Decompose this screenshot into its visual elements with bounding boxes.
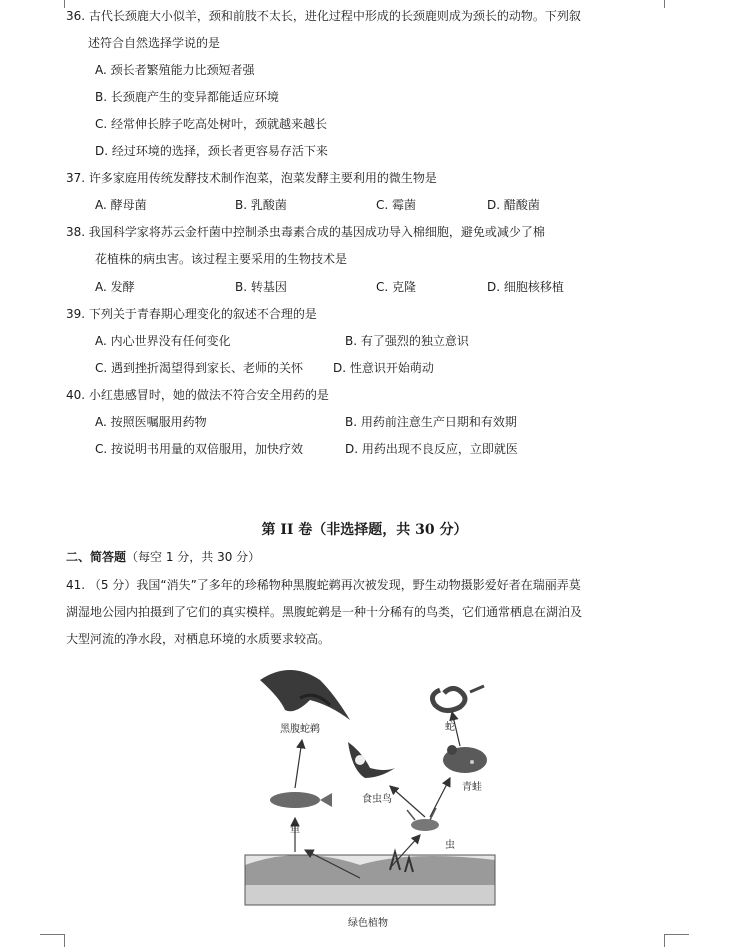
- crop-mark-bottom-left: [40, 934, 65, 947]
- frog-illustration: [443, 745, 487, 773]
- snake-illustration: [432, 686, 484, 711]
- section-title: 第 II 卷（非选择题，共 30 分）: [261, 522, 468, 538]
- label-insect: 虫: [445, 840, 455, 851]
- section-heading: [66, 549, 260, 565]
- fish-illustration: [270, 792, 332, 808]
- q41-line3: 大型河流的净水段，对栖息环境的水质要求较高。: [66, 632, 331, 646]
- q37-option-d: D. 醋酸菌: [487, 198, 540, 212]
- q41-line1: 41. （5 分）我国“消失”了多年的珍稀物种黑腹蛇鹈再次被发现，野生动物摄影爱好者在瑞丽弄莫: [66, 578, 581, 592]
- label-insectivore: 食虫鸟: [362, 794, 392, 805]
- q37-option-a: A. 酵母菌: [95, 198, 147, 212]
- crop-mark-top-left: [52, 0, 65, 8]
- q37-option-b: B. 乳酸菌: [235, 198, 287, 212]
- label-fish: 鱼: [290, 824, 300, 835]
- q36-option-b: B. 长颈鹿产生的变异都能适应环境: [95, 90, 279, 104]
- q36-option-a: A. 颈长者繁殖能力比颈短者强: [95, 63, 255, 77]
- food-web-figure: [240, 660, 510, 930]
- q39-stem: 39. 下列关于青春期心理变化的叙述不合理的是: [66, 307, 317, 321]
- q39-option-d: D. 性意识开始萌动: [333, 361, 434, 375]
- bird-illustration: [260, 670, 350, 720]
- crop-mark-top-right: [664, 0, 677, 8]
- q36-option-c: C. 经常伸长脖子吃高处树叶，颈就越来越长: [95, 117, 328, 131]
- q39-option-a: A. 内心世界没有任何变化: [95, 334, 231, 348]
- section-heading-label: 二、简答题: [66, 550, 127, 564]
- q38-stem-line2: 花植株的病虫害。该过程主要采用的生物技术是: [95, 252, 348, 266]
- q40-option-d: D. 用药出现不良反应，立即就医: [345, 442, 518, 456]
- q37-option-c: C. 霉菌: [376, 198, 417, 212]
- q38-option-c: C. 克隆: [376, 280, 417, 294]
- insect-illustration: [407, 808, 439, 831]
- section-heading-note: （每空 1 分，共 30 分）: [126, 550, 261, 564]
- q41-line2: 湖湿地公园内拍摄到了它们的真实模样。黑腹蛇鹈是一种十分稀有的鸟类，它们通常栖息在湖泊及: [66, 605, 583, 619]
- crop-mark-bottom-right: [664, 934, 689, 947]
- q36-option-d: D. 经过环境的选择，颈长者更容易存活下来: [95, 144, 328, 158]
- q37-stem: 37. 许多家庭用传统发酵技术制作泡菜，泡菜发酵主要利用的微生物是: [66, 171, 437, 185]
- q40-stem: 40. 小红患感冒时，她的做法不符合安全用药的是: [66, 388, 329, 402]
- q40-option-a: A. 按照医嘱服用药物: [95, 415, 207, 429]
- q38-stem-line1: 38. 我国科学家将苏云金杆菌中控制杀虫毒素合成的基因成功导入棉细胞，避免或减少了棉: [66, 225, 545, 239]
- q39-option-b: B. 有了强烈的独立意识: [345, 334, 469, 348]
- q36-stem-line1: 36. 古代长颈鹿大小似羊，颈和前肢不太长，进化过程中形成的长颈鹿则成为颈长的动物。下列叙: [66, 9, 581, 23]
- label-frog: 青蛙: [462, 782, 482, 793]
- insectivore-bird-illustration: [348, 742, 395, 778]
- q40-option-b: B. 用药前注意生产日期和有效期: [345, 415, 517, 429]
- label-snake: 蛇: [445, 722, 455, 733]
- q40-option-c: C. 按说明书用量的双倍服用，加快疗效: [95, 442, 304, 456]
- q39-option-c: C. 遇到挫折渴望得到家长、老师的关怀: [95, 361, 304, 375]
- label-bird: 黑腹蛇鹈: [280, 724, 320, 735]
- q38-option-d: D. 细胞核移植: [487, 280, 564, 294]
- q36-stem-line2: 述符合自然选择学说的是: [88, 36, 221, 50]
- q38-option-b: B. 转基因: [235, 280, 287, 294]
- q38-option-a: A. 发酵: [95, 280, 135, 294]
- label-plant: 绿色植物: [348, 918, 388, 929]
- landscape-illustration: [245, 852, 495, 905]
